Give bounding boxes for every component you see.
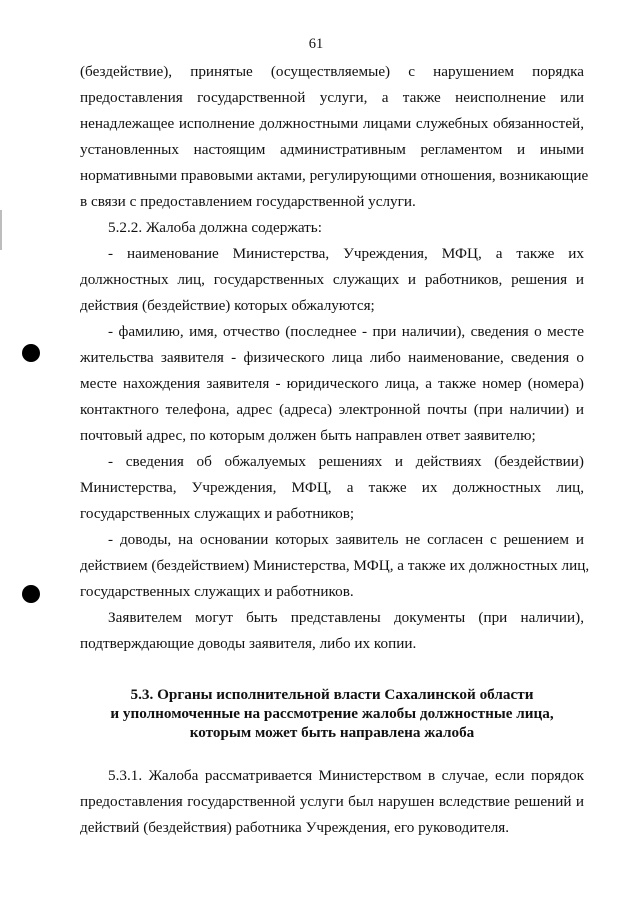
text-line: - сведения об обжалуемых решениях и действиях (бездействии): [108, 453, 584, 470]
page-number: 61: [308, 36, 324, 52]
text-line: предоставления государственной услуги был нарушен вследствие решений и: [80, 793, 584, 810]
text-line: почтовый адрес, по которым должен быть направлен ответ заявителю;: [80, 427, 536, 444]
text-line: (бездействие), принятые (осуществляемые) с нарушением порядка: [80, 63, 584, 80]
punch-hole-bottom: [22, 585, 40, 603]
scan-edge-mark: [0, 210, 2, 250]
punch-hole-top: [22, 344, 40, 362]
text-line: должностных лиц, государственных служащих и работников, решения и: [80, 271, 584, 288]
text-line: подтверждающие доводы заявителя, либо их копии.: [80, 635, 417, 652]
text-line: предоставления государственной услуги, а также неисполнение или: [80, 89, 584, 106]
text-line: ненадлежащее исполнение должностными лицами служебных обязанностей,: [80, 115, 584, 132]
text-line: Министерства, Учреждения, МФЦ, а также их должностных лиц,: [80, 479, 584, 496]
text-line: - фамилию, имя, отчество (последнее - при наличии), сведения о месте: [108, 323, 584, 340]
text-line: в связи с предоставлением государственной услуги.: [80, 193, 416, 210]
text-line: нормативными правовыми актами, регулирующими отношения, возникающие: [80, 167, 589, 184]
text-line: - доводы, на основании которых заявитель не согласен с решением и: [108, 531, 584, 548]
text-line: - наименование Министерства, Учреждения, МФЦ, а также их: [108, 245, 584, 262]
text-line: жительства заявителя - физического лица либо наименование, сведения о: [80, 349, 584, 366]
section-heading: 5.3. Органы исполнительной власти Сахалинской области: [130, 686, 534, 703]
text-line: государственных служащих и работников;: [80, 505, 355, 522]
text-line: контактного телефона, адрес (адреса) электронной почты (при наличии) и: [80, 401, 584, 418]
text-line: Заявителем могут быть представлены документы (при наличии),: [108, 609, 584, 626]
text-line: действий (бездействия) работника Учреждения, его руководителя.: [80, 819, 510, 836]
text-line: месте нахождения заявителя - юридического лица, а также номер (номера): [80, 375, 584, 392]
section-heading: и уполномоченные на рассмотрение жалобы должностные лица,: [110, 705, 554, 722]
text-line: действия (бездействие) которых обжалуются;: [80, 297, 375, 314]
text-line: 5.2.2. Жалоба должна содержать:: [108, 219, 322, 236]
text-line: 5.3.1. Жалоба рассматривается Министерством в случае, если порядок: [108, 767, 584, 784]
text-line: установленных настоящим административным регламентом и иными: [80, 141, 584, 158]
section-heading: которым может быть направлена жалоба: [189, 724, 475, 741]
text-line: действием (бездействием) Министерства, МФЦ, а также их должностных лиц,: [80, 557, 590, 574]
text-line: государственных служащих и работников.: [80, 583, 354, 600]
